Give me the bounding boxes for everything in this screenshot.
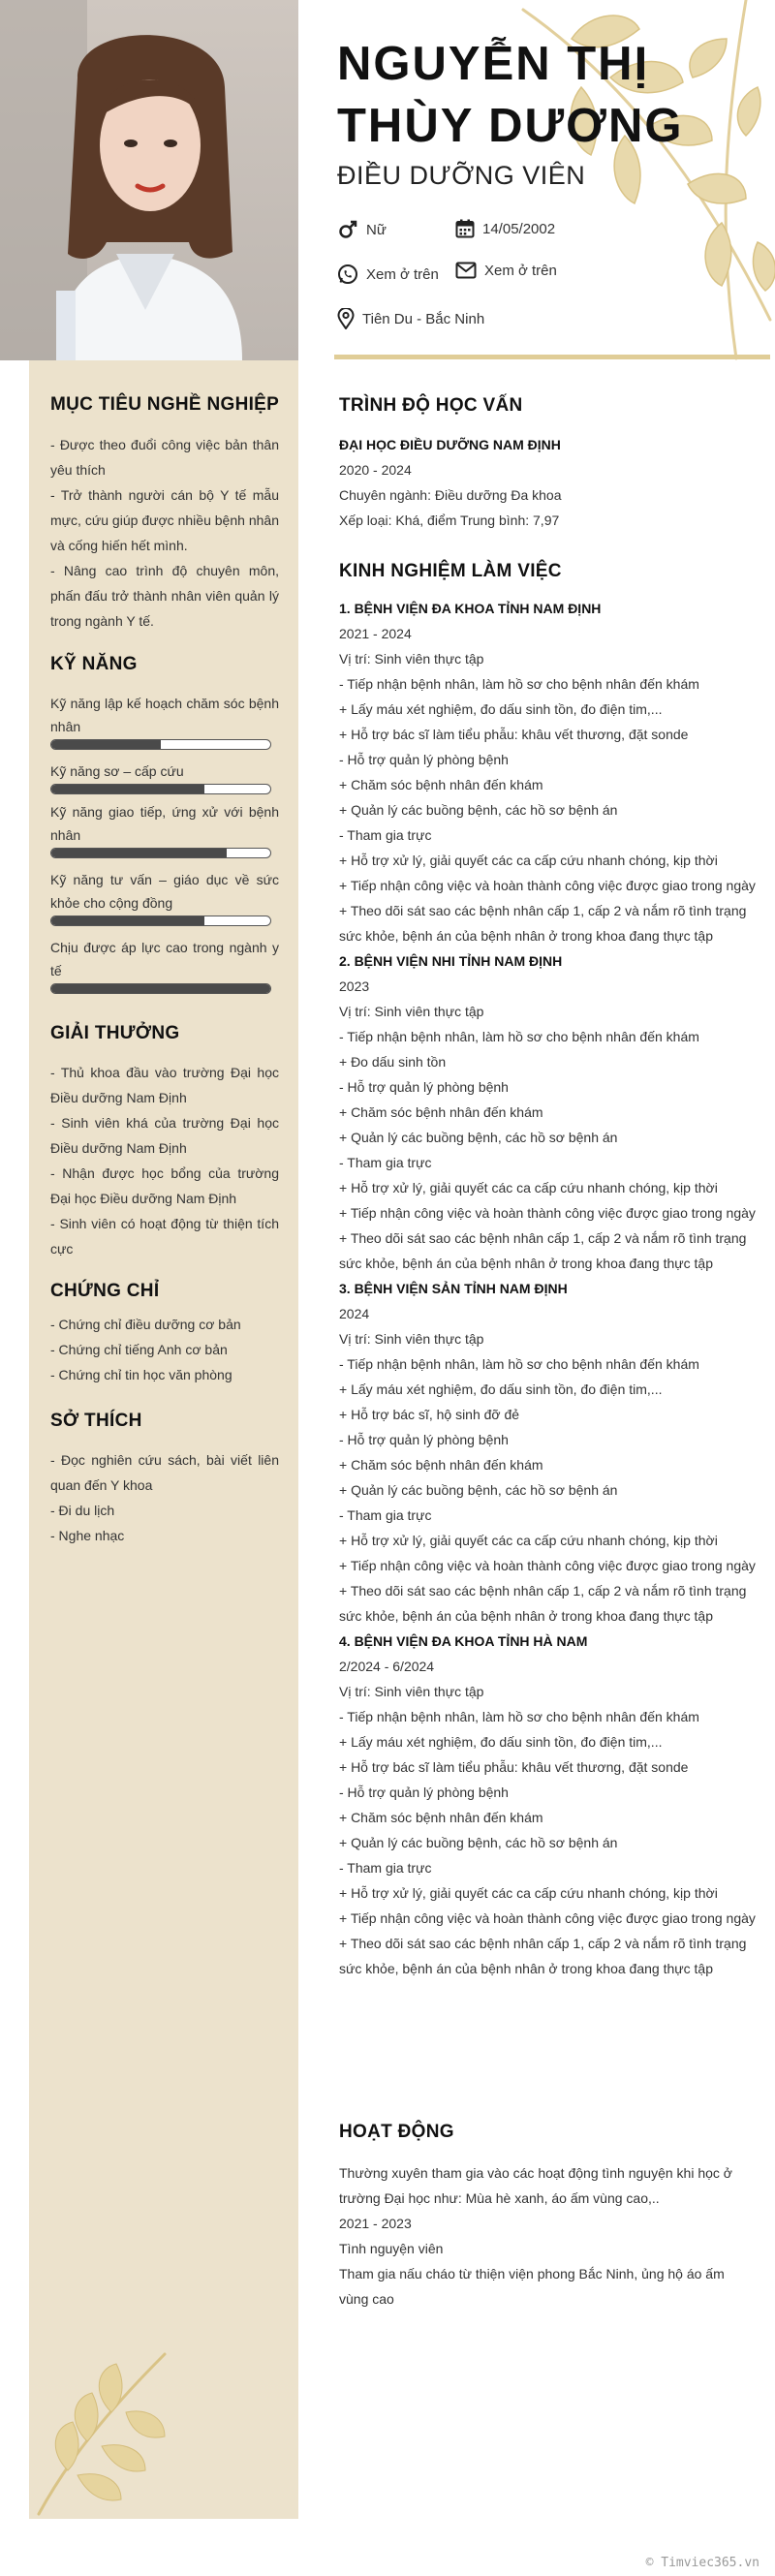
phone-value: Xem ở trên (366, 265, 439, 283)
job-line: + Chăm sóc bệnh nhân đến khám (339, 1104, 543, 1120)
job-line: + Tiếp nhận công việc và hoàn thành công việc được giao trong ngày (339, 1558, 756, 1573)
job-line: - Tiếp nhận bệnh nhân, làm hồ sơ cho bệnh nhân đến khám (339, 1356, 699, 1372)
certificates-title: CHỨNG CHỈ (50, 1281, 160, 1301)
job-line: + Theo dõi sát sao các bệnh nhân cấp 1, cấp 2 và nắm rõ tình trạng sức khỏe, bệnh án của bệnh nhân ở trong khoa đang thực tập (339, 1230, 747, 1271)
education-period: 2020 - 2024 (339, 462, 412, 478)
job-line: + Lấy máu xét nghiệm, đo dấu sinh tồn, đo điện tim,... (339, 1734, 663, 1750)
job-entry (339, 1276, 756, 1629)
job-organization: 2. BỆNH VIỆN NHI TỈNH NAM ĐỊNH (339, 953, 563, 969)
job-line: + Lấy máu xét nghiệm, đo dấu sinh tồn, đo điện tim,... (339, 701, 663, 717)
profile-photo (0, 0, 298, 360)
award-line: - Nhận được học bổng của trường Đại học Điều dưỡng Nam Định (50, 1165, 279, 1206)
experience-list (339, 596, 756, 1981)
skills-title: KỸ NĂNG (50, 654, 138, 674)
contact-dob (455, 219, 555, 238)
skill-label: Kỹ năng tư vấn – giáo dục về sức khỏe cho cộng đồng (50, 872, 279, 911)
address-value: Tiên Du - Bắc Ninh (362, 310, 485, 327)
job-line: + Hỗ trợ xử lý, giải quyết các ca cấp cứu nhanh chóng, kịp thời (339, 1885, 718, 1901)
job-line: Vị trí: Sinh viên thực tập (339, 1004, 484, 1019)
job-line: - Tiếp nhận bệnh nhân, làm hồ sơ cho bệnh nhân đến khám (339, 1709, 699, 1724)
job-period: 2023 (339, 978, 370, 994)
gender-icon (337, 219, 358, 240)
contact-gender (337, 219, 387, 240)
skill-item (50, 868, 279, 926)
skill-label: Chịu được áp lực cao trong ngành y tế (50, 940, 279, 978)
job-organization: 1. BỆNH VIỆN ĐA KHOA TỈNH NAM ĐỊNH (339, 601, 602, 616)
job-line: + Chăm sóc bệnh nhân đến khám (339, 1810, 543, 1825)
job-line: - Tham gia trực (339, 1507, 432, 1523)
hobby-line: - Đọc nghiên cứu sách, bài viết liên quan đến Y khoa (50, 1452, 279, 1493)
job-period: 2024 (339, 1306, 370, 1321)
skill-label: Kỹ năng sơ – cấp cứu (50, 763, 184, 779)
job-line: Vị trí: Sinh viên thực tập (339, 1331, 484, 1347)
activity-line: Tham gia nấu cháo từ thiện viện phong Bắc Ninh, ủng hộ áo ấm vùng cao (339, 2266, 725, 2307)
job-line: Vị trí: Sinh viên thực tập (339, 651, 484, 667)
job-line: + Đo dấu sinh tồn (339, 1054, 447, 1070)
objective-line: - Nâng cao trình độ chuyên môn, phấn đấu trở thành nhân viên quản lý trong ngành Y tế. (50, 563, 279, 629)
job-line: + Quản lý các buồng bệnh, các hồ sơ bệnh án (339, 1835, 618, 1850)
job-line: - Hỗ trợ quản lý phòng bệnh (339, 1785, 509, 1800)
job-entry (339, 1629, 756, 1981)
job-line: - Tham gia trực (339, 827, 432, 843)
job-line: + Theo dõi sát sao các bệnh nhân cấp 1, cấp 2 và nắm rõ tình trạng sức khỏe, bệnh án của bệnh nhân ở trong khoa đang thực tập (339, 1936, 747, 1976)
skill-item (50, 800, 279, 858)
skill-item (50, 692, 279, 750)
skill-bar-fill (51, 916, 204, 925)
job-line: + Tiếp nhận công việc và hoàn thành công việc được giao trong ngày (339, 1205, 756, 1221)
job-line: - Hỗ trợ quản lý phòng bệnh (339, 1432, 509, 1447)
objective-line: - Được theo đuổi công việc bản thân yêu thích (50, 437, 279, 478)
job-line: + Lấy máu xét nghiệm, đo dấu sinh tồn, đo điện tim,... (339, 1381, 663, 1397)
location-pin-icon (337, 308, 355, 329)
gender-value: Nữ (366, 221, 387, 238)
leaf-branch-icon (29, 2344, 174, 2519)
contact-address (337, 308, 484, 329)
job-line: - Tham gia trực (339, 1155, 432, 1170)
skill-item (50, 936, 279, 994)
job-line: + Quản lý các buồng bệnh, các hồ sơ bệnh án (339, 1482, 618, 1498)
job-line: + Hỗ trợ xử lý, giải quyết các ca cấp cứu nhanh chóng, kịp thời (339, 853, 718, 868)
job-line: - Tham gia trực (339, 1860, 432, 1876)
skill-bar (50, 739, 271, 750)
objective-line: - Trở thành người cán bộ Y tế mẫu mực, cứu giúp được nhiều bệnh nhân và cống hiến hết mình. (50, 487, 279, 553)
candidate-name (337, 33, 754, 157)
job-title: ĐIỀU DƯỠNG VIÊN (337, 161, 586, 190)
email-icon (455, 262, 477, 279)
skill-bar (50, 848, 271, 858)
activity-period: 2021 - 2023 (339, 2216, 412, 2231)
job-line: + Tiếp nhận công việc và hoàn thành công việc được giao trong ngày (339, 1910, 756, 1926)
education-grade: Xếp loại: Khá, điểm Trung bình: 7,97 (339, 512, 560, 528)
job-line: + Tiếp nhận công việc và hoàn thành công việc được giao trong ngày (339, 878, 756, 893)
skill-bar (50, 983, 271, 994)
hobbies-title: SỞ THÍCH (50, 1411, 142, 1431)
certificate-line: - Chứng chỉ tin học văn phòng (50, 1367, 232, 1382)
education-major: Chuyên ngành: Điều dưỡng Đa khoa (339, 487, 562, 503)
activities-title: HOẠT ĐỘNG (339, 2122, 454, 2142)
skill-bar-fill (51, 849, 227, 857)
activities-block (339, 2160, 756, 2312)
activity-line: Thường xuyên tham gia vào các hoạt động tình nguyện khi học ở trường Đại học như: Mùa hè xanh, áo ấm vùng cao,.. (339, 2165, 732, 2206)
contact-phone (337, 264, 439, 285)
certificate-line: - Chứng chỉ tiếng Anh cơ bản (50, 1342, 228, 1357)
objective-text (50, 432, 279, 634)
awards-title: GIẢI THƯỞNG (50, 1023, 180, 1043)
job-line: + Hỗ trợ xử lý, giải quyết các ca cấp cứu nhanh chóng, kịp thời (339, 1533, 718, 1548)
experience-title: KINH NGHIỆM LÀM VIỆC (339, 561, 562, 581)
award-line: - Sinh viên khá của trường Đại học Điều dưỡng Nam Định (50, 1115, 279, 1156)
job-line: + Quản lý các buồng bệnh, các hồ sơ bệnh án (339, 802, 618, 818)
certificates-text (50, 1312, 279, 1387)
skill-bar (50, 784, 271, 794)
job-line: + Chăm sóc bệnh nhân đến khám (339, 777, 543, 792)
hobby-line: - Đi du lịch (50, 1503, 115, 1518)
award-line: - Thủ khoa đầu vào trường Đại học Điều dưỡng Nam Định (50, 1065, 279, 1105)
job-line: - Tiếp nhận bệnh nhân, làm hồ sơ cho bệnh nhân đến khám (339, 676, 699, 692)
objective-title: MỤC TIÊU NGHỀ NGHIỆP (50, 394, 280, 415)
contact-email (455, 262, 557, 279)
job-organization: 4. BỆNH VIỆN ĐA KHOA TỈNH HÀ NAM (339, 1633, 588, 1649)
job-line: + Hỗ trợ bác sĩ, hộ sinh đỡ đẻ (339, 1407, 520, 1422)
award-line: - Sinh viên có hoạt động từ thiện tích cực (50, 1216, 279, 1257)
whatsapp-phone-icon (337, 264, 358, 285)
education-title: TRÌNH ĐỘ HỌC VẤN (339, 395, 523, 416)
job-line: - Hỗ trợ quản lý phòng bệnh (339, 1079, 509, 1095)
skill-label: Kỹ năng giao tiếp, ứng xử với bệnh nhân (50, 804, 279, 843)
dob-value: 14/05/2002 (482, 220, 556, 237)
skill-label: Kỹ năng lập kế hoạch chăm sóc bệnh nhân (50, 696, 279, 734)
calendar-icon (455, 219, 475, 238)
certificate-line: - Chứng chỉ điều dưỡng cơ bản (50, 1317, 241, 1332)
skill-item (50, 760, 279, 794)
email-value: Xem ở trên (484, 262, 557, 279)
watermark: © Timviec365.vn (645, 2556, 760, 2570)
job-line: + Hỗ trợ bác sĩ làm tiểu phẫu: khâu vết thương, đặt sonde (339, 1759, 689, 1775)
activity-role: Tình nguyện viên (339, 2241, 444, 2256)
name-line-2: THÙY DƯƠNG (337, 100, 684, 152)
header-divider (334, 355, 770, 359)
job-line: + Quản lý các buồng bệnh, các hồ sơ bệnh án (339, 1130, 618, 1145)
job-line: - Tiếp nhận bệnh nhân, làm hồ sơ cho bệnh nhân đến khám (339, 1029, 699, 1044)
job-period: 2/2024 - 6/2024 (339, 1659, 435, 1674)
hobby-line: - Nghe nhạc (50, 1528, 125, 1543)
job-line: + Hỗ trợ xử lý, giải quyết các ca cấp cứu nhanh chóng, kịp thời (339, 1180, 718, 1195)
job-line: + Theo dõi sát sao các bệnh nhân cấp 1, cấp 2 và nắm rõ tình trạng sức khỏe, bệnh án của bệnh nhân ở trong khoa đang thực tập (339, 1583, 747, 1624)
job-line: Vị trí: Sinh viên thực tập (339, 1684, 484, 1699)
school-name: ĐẠI HỌC ĐIỀU DƯỠNG NAM ĐỊNH (339, 437, 561, 452)
skill-bar (50, 916, 271, 926)
awards-text (50, 1060, 279, 1261)
job-line: + Hỗ trợ bác sĩ làm tiểu phẫu: khâu vết thương, đặt sonde (339, 727, 689, 742)
skill-bar-fill (51, 984, 270, 993)
job-line: + Chăm sóc bệnh nhân đến khám (339, 1457, 543, 1473)
job-line: - Hỗ trợ quản lý phòng bệnh (339, 752, 509, 767)
job-entry (339, 596, 756, 948)
job-organization: 3. BỆNH VIỆN SẢN TỈNH NAM ĐỊNH (339, 1281, 568, 1296)
job-entry (339, 948, 756, 1276)
hobbies-text (50, 1447, 279, 1548)
portrait-illustration (0, 0, 298, 360)
job-line: + Theo dõi sát sao các bệnh nhân cấp 1, cấp 2 và nắm rõ tình trạng sức khỏe, bệnh án của bệnh nhân ở trong khoa đang thực tập (339, 903, 747, 944)
skill-bar-fill (51, 785, 204, 793)
job-period: 2021 - 2024 (339, 626, 412, 641)
skill-bar-fill (51, 740, 161, 749)
education-block (339, 432, 756, 533)
name-line-1: NGUYỄN THỊ (337, 38, 650, 90)
